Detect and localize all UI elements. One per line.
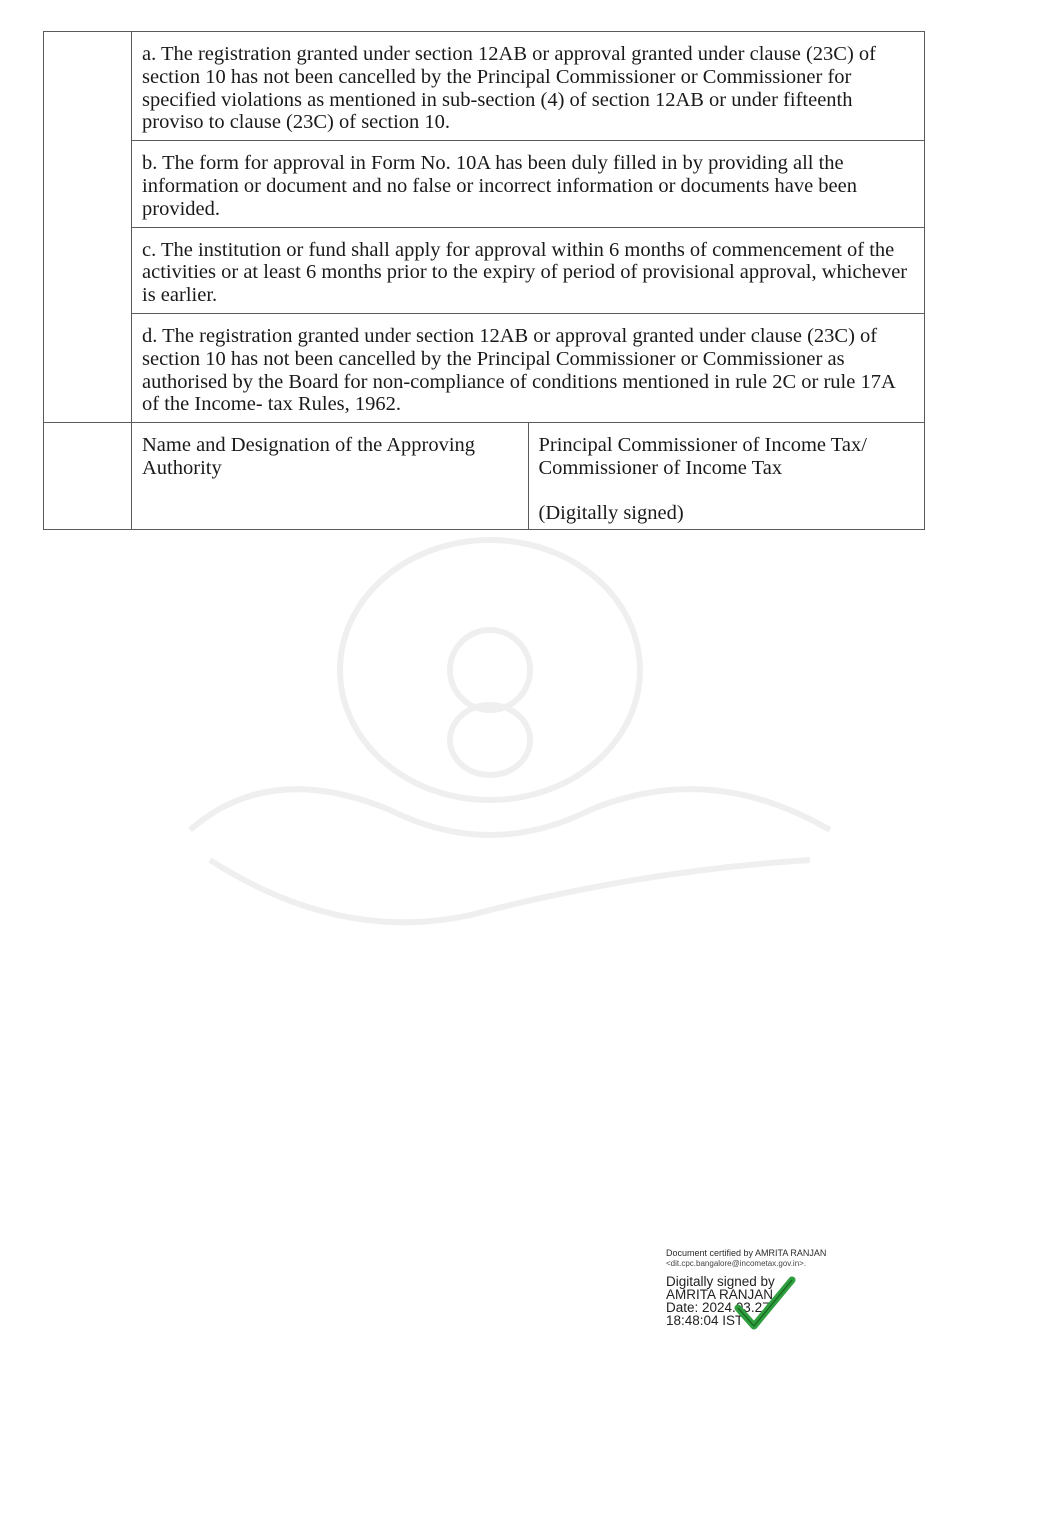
table-row (44, 227, 925, 313)
conditions-table (43, 31, 925, 530)
condition-cell (132, 227, 925, 313)
signature-line-2: AMRITA RANJAN (666, 1287, 774, 1302)
authority-row (44, 423, 925, 530)
authority-value-cell (528, 423, 925, 530)
condition-cell (132, 141, 925, 227)
signature-line-1: Digitally signed by (666, 1274, 775, 1289)
signature-verified-check-icon (734, 1274, 796, 1334)
condition-cell (132, 32, 925, 141)
condition-cell (132, 313, 925, 422)
authority-value: Principal Commissioner of Income Tax/ Commissioner of Income Tax (538, 434, 867, 480)
authority-label: Name and Designation of the Approving Authority (132, 423, 529, 530)
signature-email: <dit.cpc.bangalore@incometax.gov.in>. (666, 1259, 807, 1268)
signature-line-3: Date: 2024.03.27 (666, 1300, 770, 1315)
condition-b-text: b. The form for approval in Form No. 10A has been duly filled in by providing all the information or document and no false or incorrect information or documents have been provided. (142, 152, 857, 220)
table-row (44, 313, 925, 422)
condition-a-text: a. The registration granted under section 12AB or approval granted under clause (23C) of section 10 has not been cancelled by the Principal Commissioner or Commissioner for specified violations as mentioned in sub-section (4) of section 12AB or under fifteenth proviso to clause (23C) of section 10. (142, 43, 876, 134)
signature-certified-by: Document certified by AMRITA RANJAN (666, 1248, 827, 1258)
condition-c-text: c. The institution or fund shall apply for approval within 6 months of commencement of the activities or at least 6 months prior to the expiry of period of provisional approval, whichever is earlier. (142, 238, 908, 307)
table-row (44, 32, 925, 141)
watermark-emblem (150, 530, 870, 970)
signature-line-4: 18:48:04 IST (666, 1313, 744, 1328)
condition-d-text: d. The registration granted under section 12AB or approval granted under clause (23C) of section 10 has not been cancelled by the Principal Commissioner or Commissioner as authorised by the Board for non-compliance of conditions mentioned in rule 2C or rule 17A of the Income- tax Rules, 1962. (142, 324, 895, 416)
table-row (44, 141, 925, 227)
digitally-signed-note: (Digitally signed) (538, 502, 684, 525)
digital-signature-block (666, 1248, 906, 1327)
empty-index-cell (44, 423, 132, 530)
empty-index-cell (44, 32, 132, 423)
